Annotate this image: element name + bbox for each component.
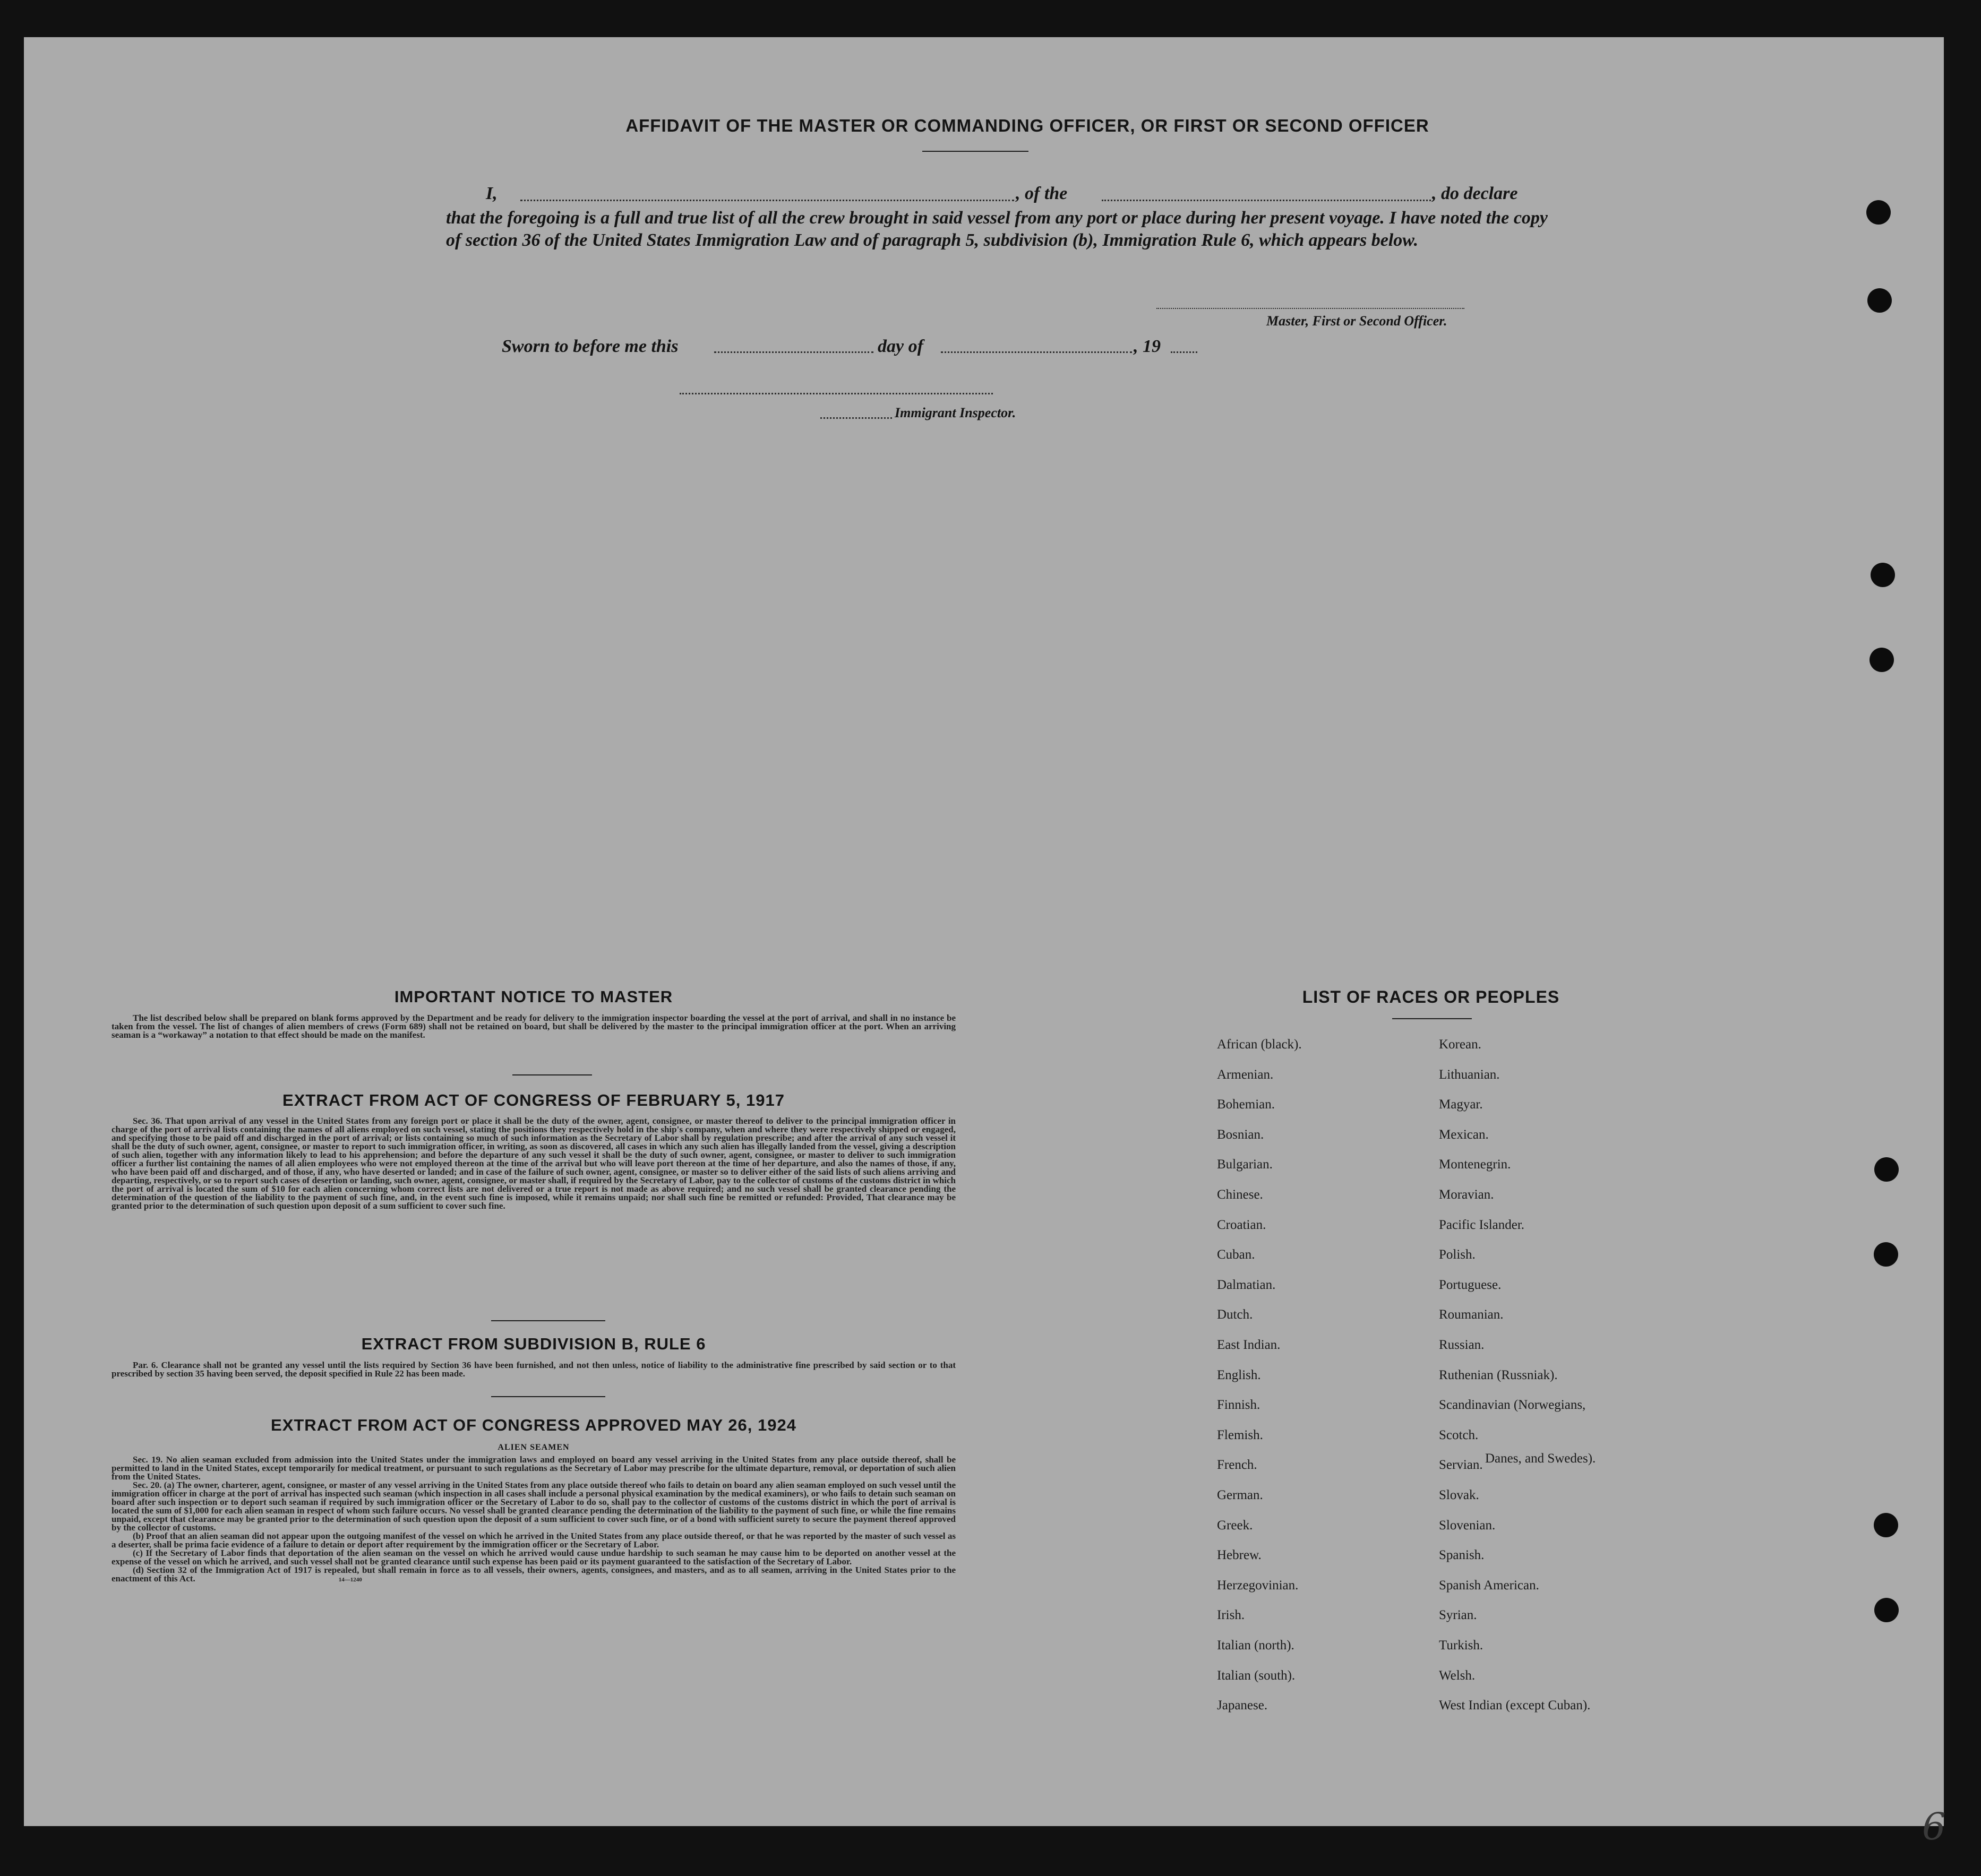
- race-item: Dutch.: [1217, 1307, 1253, 1322]
- notice-text: [112, 1014, 956, 1039]
- sworn-year-blank[interactable]: [1171, 351, 1197, 353]
- race-item: Bohemian.: [1217, 1097, 1275, 1112]
- race-item: Croatian.: [1217, 1218, 1266, 1232]
- form-sheet: [24, 37, 1946, 1848]
- sworn-prefix: Sworn to before me this: [502, 337, 679, 356]
- race-item: Flemish.: [1217, 1428, 1263, 1442]
- races-title: LIST OF RACES OR PEOPLES: [1302, 987, 1560, 1006]
- extract-rule6-text: [112, 1361, 956, 1378]
- notice-title: IMPORTANT NOTICE TO MASTER: [394, 987, 673, 1006]
- sec20b-paragraph: (b) Proof that an alien seaman did not appear upon the outgoing manifest of the vessel on which he arrived in the United States from any place outside thereof, or that he was reported by the master of such vessel as a deserter, shall be prima facie evidence of a failure to detain or deport after requirement by the immigration officer or the Secretary of Labor.: [112, 1531, 956, 1550]
- race-item: Bulgarian.: [1217, 1157, 1273, 1172]
- inspector-prefix-blank[interactable]: [820, 417, 892, 419]
- extract-rule6-title: EXTRACT FROM SUBDIVISION B, RULE 6: [361, 1335, 706, 1353]
- race-item: Dalmatian.: [1217, 1278, 1276, 1292]
- signature-caption: Master, First or Second Officer.: [1266, 313, 1447, 329]
- sworn-month-blank[interactable]: [941, 351, 1132, 353]
- race-item: Portuguese.: [1439, 1278, 1502, 1292]
- race-item: Turkish.: [1439, 1638, 1483, 1653]
- affidavit-of-the: , of the: [1016, 184, 1068, 203]
- handwritten-page-number: 6: [1922, 1805, 1946, 1848]
- sworn-date-blank[interactable]: [714, 351, 873, 353]
- sworn-year: , 19: [1134, 337, 1161, 356]
- race-item: Magyar.: [1439, 1097, 1483, 1112]
- sec20d-text: (d) Section 32 of the Immigration Act of 1917 is repealed, but shall remain in force as to all vessels, their owners, agents, consignees, and masters, and as to all seamen, arriving in the United States prior to the enactment of this Act.: [112, 1565, 956, 1584]
- divider: [512, 1074, 592, 1075]
- race-item: Spanish American.: [1439, 1578, 1539, 1593]
- punch-hole: [1866, 200, 1891, 225]
- race-item: Greek.: [1217, 1518, 1253, 1533]
- race-item: English.: [1217, 1368, 1261, 1382]
- punch-hole: [1869, 648, 1894, 672]
- extract-1917-paragraph: Sec. 36. That upon arrival of any vessel in the United States from any foreign port or place it shall be the duty of the owner, agent, consignee, or master thereof to deliver to the principal immigration officer in charge of the port of arrival lists containing the names of all aliens employed on such vessel, stating the positions they respectively hold in the ship's company, when and where they were respectively shipped or engaged, and specifying those to be paid off and discharged in the port of arrival; or lists containing so much of such information as the Secretary of Labor shall by regulation prescribe; and after the arrival of any such vessel it shall be the duty of such owner, agent, consignee, or master to report to such immigration officer, in writing, as soon as discovered, all cases in which any such alien has illegally landed from the vessel, giving a description of such alien, together with any information likely to lead to his apprehension; and before the departure of any such vessel it shall be the duty of such owner, agent, consignee, or master to deliver to such immigration officer a further list containing the names of all alien employees who were not employed thereon at the time of the arrival but who will leave port thereon at the time of her departure, and also the names of those, if any, who have been paid off and discharged, and of those, if any, who have deserted or landed; and in case of the failure of such owner, agent, consignee, or master so to deliver either of the said lists of such aliens arriving and departing, respectively, or so to report such cases of desertion or landing, such owner, agent, consignee, or master shall, if required by the Secretary of Labor, pay to the collector of customs of the customs district in which the port of arrival is located the sum of $10 for each alien concerning whom correct lists are not delivered or a true report is not made as above required; and no such vessel shall be granted clearance pending the determination of the question of the liability to the payment of such fine, and, in the event such fine is imposed, while it remains unpaid; nor shall such fine be remitted or refunded: Provided, That clearance may be granted prior to the determination of such question upon deposit of a sum sufficient to cover such fine.: [112, 1116, 956, 1211]
- race-item: Finnish.: [1217, 1398, 1260, 1412]
- race-item: Cuban.: [1217, 1247, 1255, 1262]
- signature-line[interactable]: [1156, 308, 1464, 309]
- sec20a-paragraph: Sec. 20. (a) The owner, charterer, agent, consignee, or master of any vessel arriving in the United States from any place outside thereof who fails to detain on board any alien seaman employed on such vessel until the immigration officer in charge at the port of arrival has inspected such seaman (which inspection in all cases shall include a personal physical examination by the medical examiners), or who fails to detain such seaman on board after such inspection or to deport such seaman if required by such immigration officer or the Secretary of Labor to do so, shall pay to the collector of customs of the customs district in which the port of arrival is located the sum of $1,000 for each alien seaman in respect of whom such failure occurs. No vessel shall be granted clearance pending the determination of the liability to the payment of such fine, or while the fine remains unpaid, except that clearance may be granted prior to the determination of such question upon the deposit of a sum sufficient to cover such fine, or of a bond with sufficient surety to secure the payment thereof approved by the collector of customs.: [112, 1480, 956, 1533]
- name-blank[interactable]: [520, 200, 1014, 201]
- race-item: African (black).: [1217, 1037, 1302, 1052]
- race-item: Montenegrin.: [1439, 1157, 1511, 1172]
- punch-hole: [1874, 1598, 1899, 1622]
- punch-hole: [1874, 1157, 1899, 1182]
- race-item: Spanish.: [1439, 1548, 1485, 1562]
- inspector-signature-line[interactable]: [680, 393, 993, 394]
- sworn-day-of: day of: [878, 337, 923, 356]
- race-item: Japanese.: [1217, 1698, 1268, 1713]
- race-item: Slovenian.: [1439, 1518, 1496, 1533]
- race-item-continuation: Danes, and Swedes).: [1485, 1451, 1596, 1466]
- vessel-blank[interactable]: [1102, 200, 1431, 201]
- race-item: Slovak.: [1439, 1488, 1479, 1502]
- punch-hole: [1874, 1513, 1898, 1537]
- affidavit-declare: , do declare: [1432, 184, 1518, 203]
- race-item: East Indian.: [1217, 1338, 1281, 1352]
- race-item: Welsh.: [1439, 1668, 1476, 1683]
- divider: [491, 1396, 605, 1397]
- race-item: Ruthenian (Russniak).: [1439, 1368, 1558, 1382]
- extract-1917-title: EXTRACT FROM ACT OF CONGRESS OF FEBRUARY 5, 1917: [282, 1091, 785, 1109]
- race-item: Polish.: [1439, 1247, 1476, 1262]
- form-number: 14—1240: [338, 1577, 362, 1583]
- title-underline: [922, 151, 1028, 152]
- punch-hole: [1867, 288, 1892, 313]
- race-item: Bosnian.: [1217, 1128, 1264, 1142]
- race-item: Chinese.: [1217, 1187, 1263, 1202]
- divider: [491, 1320, 605, 1321]
- race-item: Scandinavian (Norwegians,: [1439, 1398, 1586, 1412]
- race-item: Lithuanian.: [1439, 1068, 1500, 1082]
- sec20d-paragraph: [112, 1566, 956, 1584]
- extract-1924-title: EXTRACT FROM ACT OF CONGRESS APPROVED MAY 26, 1924: [271, 1416, 796, 1434]
- race-item: French.: [1217, 1458, 1257, 1472]
- extract-1917-text: [112, 1117, 956, 1210]
- affidavit-i: I,: [486, 184, 498, 203]
- race-item: German.: [1217, 1488, 1263, 1502]
- race-item: Roumanian.: [1439, 1307, 1504, 1322]
- race-item: Italian (north).: [1217, 1638, 1294, 1653]
- race-item: Mexican.: [1439, 1128, 1489, 1142]
- race-item: Armenian.: [1217, 1068, 1274, 1082]
- affidavit-title: AFFIDAVIT OF THE MASTER OR COMMANDING OFFICER, OR FIRST OR SECOND OFFICER: [625, 116, 1429, 135]
- race-item: Korean.: [1439, 1037, 1481, 1052]
- race-item: Hebrew.: [1217, 1548, 1262, 1562]
- notice-paragraph: The list described below shall be prepared on blank forms approved by the Department and be ready for delivery to the immigration inspector boarding the vessel at the port of arrival, and shall in no instance be taken from the vessel. The list of changes of alien members of crews (Form 689) shall not be retained on board, but shall be delivered by the master to the principal immigration officer at the port. When an arriving seaman is a “workaway” a notation to that effect should be made on the manifest.: [112, 1013, 956, 1040]
- inspector-caption: Immigrant Inspector.: [895, 405, 1016, 420]
- race-item: West Indian (except Cuban).: [1439, 1698, 1591, 1713]
- punch-hole: [1871, 563, 1895, 587]
- race-item: Scotch.: [1439, 1428, 1479, 1442]
- sec20c-paragraph: (c) If the Secretary of Labor finds that deportation of the alien seaman on the vessel on which he arrived would cause undue hardship to such seaman he may cause him to be deported on another vessel at the expense of the vessel on which he arrived, and such vessel shall not be granted clearance until such expense has been paid or its payment guaranteed to the satisfaction of the Secretary of Labor.: [112, 1548, 956, 1567]
- punch-hole: [1874, 1242, 1898, 1267]
- extract-1924-text: [112, 1456, 956, 1584]
- race-item: Irish.: [1217, 1608, 1245, 1622]
- sec19-paragraph: Sec. 19. No alien seaman excluded from admission into the United States under the immigration laws and employed on board any vessel arriving in the United States from any place outside thereof, shall be permitted to land in the United States, except temporarily for medical treatment, or pursuant to such regulations as the Secretary of Labor may prescribe for the ultimate departure, removal, or deportation of such alien from the United States.: [112, 1455, 956, 1482]
- extract-rule6-paragraph: Par. 6. Clearance shall not be granted any vessel until the lists required by Section 36 have been furnished, and not then unless, notice of liability to the administrative fine prescribed by said section or to that prescribed by section 35 having been served, the deposit specified in Rule 22 has been made.: [112, 1360, 956, 1379]
- alien-seamen-subtitle: ALIEN SEAMEN: [498, 1443, 570, 1452]
- race-item: Servian.: [1439, 1458, 1483, 1472]
- race-item: Italian (south).: [1217, 1668, 1296, 1683]
- divider: [1392, 1018, 1472, 1019]
- race-item: Herzegovinian.: [1217, 1578, 1299, 1593]
- race-item: Moravian.: [1439, 1187, 1494, 1202]
- race-item: Russian.: [1439, 1338, 1485, 1352]
- affidavit-body: that the foregoing is a full and true list of all the crew brought in said vessel from any port or place during her present voyage. I have noted the copy of section 36 of the United States Immigration Law and of paragraph 5, subdivision (b), Immigration Rule 6, which appears below.: [446, 208, 1548, 250]
- race-item: Pacific Islander.: [1439, 1218, 1525, 1232]
- race-item: Syrian.: [1439, 1608, 1477, 1622]
